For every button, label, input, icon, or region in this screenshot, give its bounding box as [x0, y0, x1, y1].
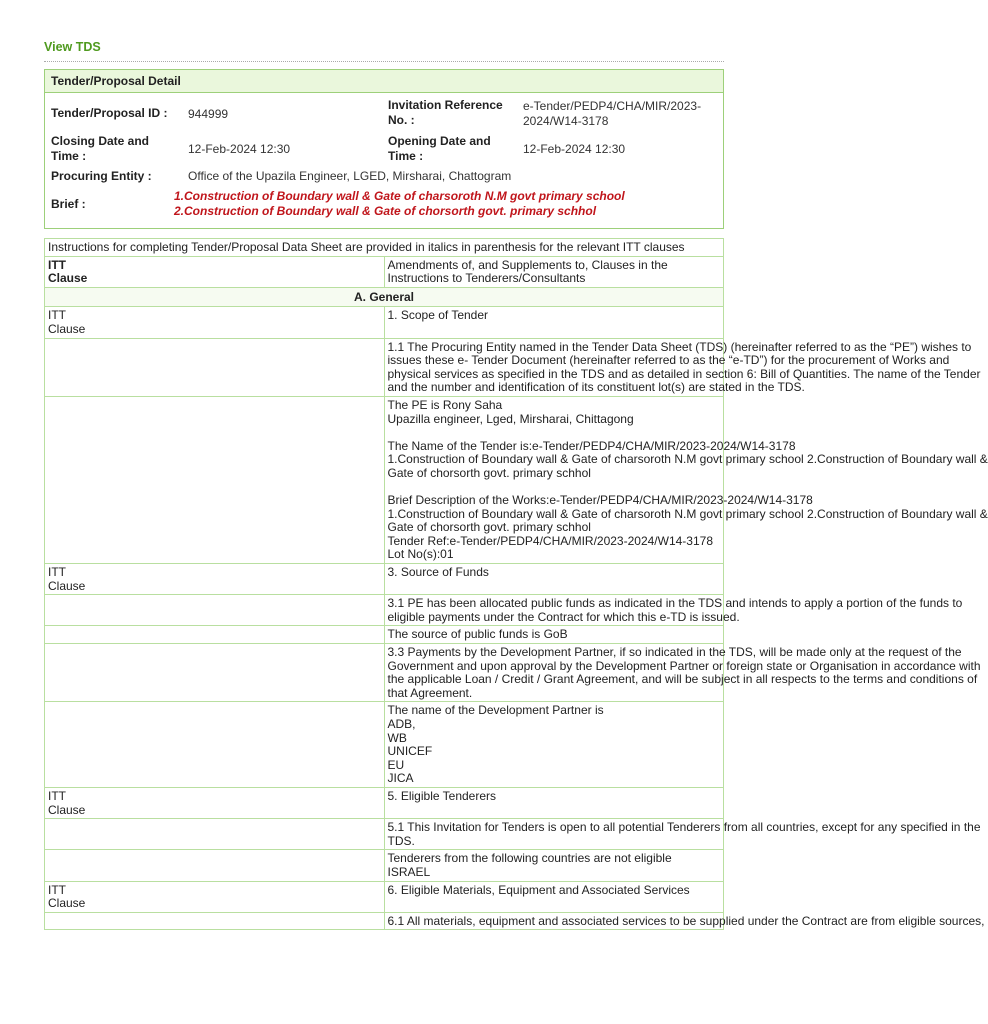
amendments-header: Amendments of, and Supplements to, Clauses in the Instructions to Tenderers/Consultants — [384, 256, 724, 287]
itt-clause-label: ITT Clause — [45, 564, 385, 595]
tds-entry: The name of the Development Partner is ADB, WB UNICEF EU JICA — [384, 702, 724, 788]
clause-text: 3.3 Payments by the Development Partner, if so indicated in the TDS, will be made only at the request of the Government and upon approval by the Development Partner or foreign state or Organisation in accordance with the applicable Loan / Credit / Grant Agreement, and will be subject in all respects to the terms and conditions of that Agreement. — [384, 644, 724, 702]
table-row — [45, 644, 724, 702]
itt-clause-label: ITT Clause — [45, 787, 385, 818]
tender-detail-panel — [44, 69, 724, 229]
clause-text: 3.1 PE has been allocated public funds as indicated in the TDS and intends to apply a portion of the funds to eligible payments under the Contract for which this e-TD is issued. — [384, 595, 724, 626]
table-row — [45, 595, 724, 626]
table-row — [45, 881, 724, 912]
opening-date-label: Opening Date and Time : — [388, 134, 491, 163]
clause-title: 3. Source of Funds — [384, 564, 724, 595]
clause-title: 5. Eligible Tenderers — [384, 787, 724, 818]
tender-detail-header: Tender/Proposal Detail — [45, 70, 723, 93]
clause-text: 5.1 This Invitation for Tenders is open to all potential Tenderers from all countries, except for any specified in the TDS. — [384, 819, 724, 850]
table-row — [45, 819, 724, 850]
table-row — [45, 239, 724, 257]
tds-entry: The source of public funds is GoB — [384, 626, 724, 644]
title-divider — [44, 61, 724, 62]
table-row — [45, 787, 724, 818]
clause-text: 6.1 All materials, equipment and associated services to be supplied under the Contract are from eligible sources, — [384, 912, 724, 930]
instructions-text: Instructions for completing Tender/Proposal Data Sheet are provided in italics in parenthesis for the relevant ITT clauses — [45, 239, 724, 257]
tds-entry: The PE is Rony Saha Upazilla engineer, Lged, Mirsharai, Chittagong The Name of the Tender is:e-Tender/PEDP4/CHA/MIR/2023-2024/W14-3178 1.Construction of Boundary wall & Gate of charsoroth N.M govt primary school 2.Construction of Boundary wall & Gate of chorsorth govt. primary schhol Brief Description of the Works:e-Tender/PEDP4/CHA/MIR/2023-2024/W14-3178 1.Construction of Boundary wall & Gate of charsoroth N.M govt primary school 2.Construction of Boundary wall & Gate of chorsorth govt. primary schhol Tender Ref:e-Tender/PEDP4/CHA/MIR/2023-2024/W14-3178 Lot No(s):01 — [384, 396, 724, 563]
opening-date-value: 12-Feb-2024 12:30 — [523, 142, 626, 156]
procuring-entity-label: Procuring Entity : — [51, 169, 152, 183]
closing-date-label: Closing Date and Time : — [51, 134, 150, 163]
table-row — [45, 850, 724, 881]
tender-id-label: Tender/Proposal ID : — [51, 106, 168, 120]
clause-title: 1. Scope of Tender — [384, 307, 724, 338]
closing-date-value: 12-Feb-2024 12:30 — [188, 142, 291, 156]
invitation-ref-label: Invitation Reference No. : — [388, 98, 503, 127]
clause-title: 6. Eligible Materials, Equipment and Associated Services — [384, 881, 724, 912]
itt-clause-label: ITT Clause — [45, 881, 385, 912]
invitation-ref-value: e-Tender/PEDP4/CHA/MIR/2023- 2024/W14-3178 — [523, 99, 702, 128]
procuring-entity-value: Office of the Upazila Engineer, LGED, Mirsharai, Chattogram — [188, 169, 512, 183]
table-row — [45, 702, 724, 788]
tds-entry: Tenderers from the following countries are not eligible ISRAEL — [384, 850, 724, 881]
brief-label: Brief : — [51, 197, 86, 211]
tds-table — [44, 238, 988, 930]
table-row — [45, 307, 724, 338]
table-row — [45, 564, 724, 595]
brief-value: 1.Construction of Boundary wall & Gate of charsoroth N.M govt primary school 2.Construction of Boundary wall & Gate of chorsorth govt. primary schhol — [174, 189, 625, 218]
table-row — [45, 912, 724, 930]
section-heading-general: A. General — [45, 287, 724, 307]
section-row — [45, 287, 724, 307]
itt-clause-label: ITT Clause — [45, 307, 385, 338]
tender-id-value: 944999 — [188, 107, 229, 121]
clause-text: 1.1 The Procuring Entity named in the Tender Data Sheet (TDS) (hereinafter referred to as the “PE”) wishes to issues these e- Tender Document (hereinafter referred to as the “e-TD”) for the procurement of Works and physical services as specified in the TDS and as detailed in section 6: Bill of Quantities. The name of the Tender and the number and identification of its constituent lot(s) are stated in the TDS. — [384, 338, 724, 396]
table-row — [45, 338, 724, 396]
page-title: View TDS — [44, 40, 101, 54]
table-row — [45, 256, 724, 287]
itt-clause-header: ITT Clause — [45, 256, 385, 287]
table-row — [45, 396, 724, 563]
table-row — [45, 626, 724, 644]
